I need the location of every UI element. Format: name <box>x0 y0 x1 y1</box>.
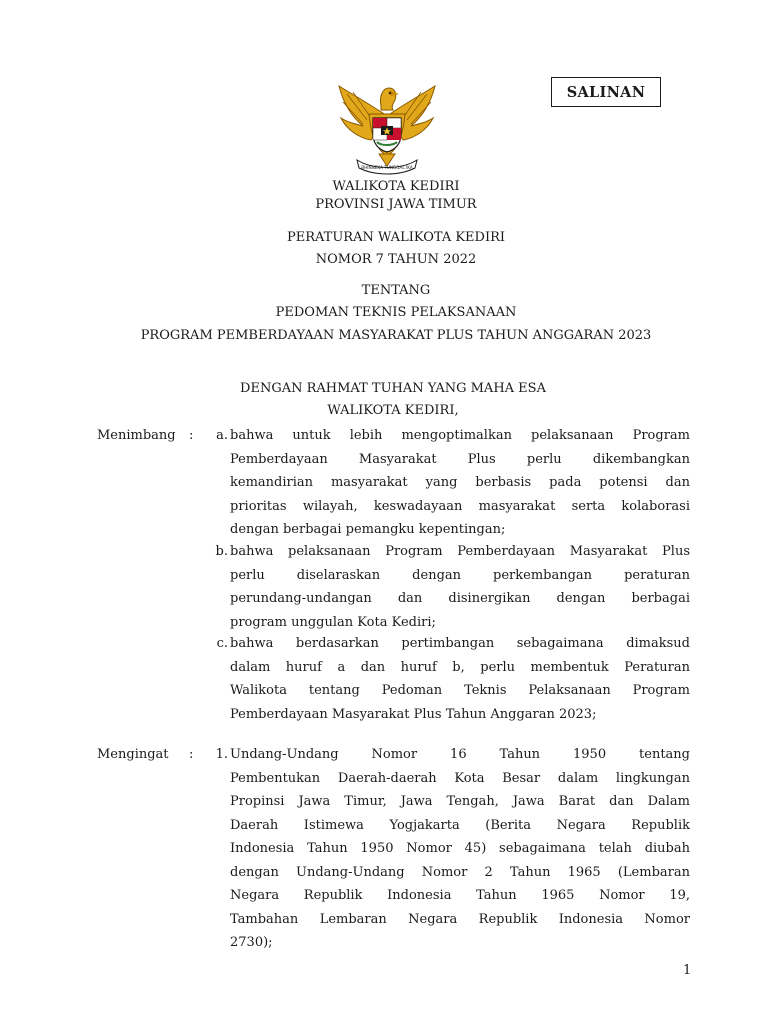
issuer-title: WALIKOTA KEDIRI <box>332 179 460 194</box>
item-marker: 1. <box>215 747 228 762</box>
page-number: 1 <box>683 963 692 978</box>
regulation-number: NOMOR 7 TAHUN 2022 <box>315 252 477 267</box>
tentang-heading: TENTANG <box>361 283 431 298</box>
menimbang-colon: : <box>189 428 194 443</box>
mengingat-label: Mengingat <box>97 747 169 762</box>
text-line: Daerah Istimewa Yogjakarta (Berita Negara Republik <box>230 817 690 833</box>
text-line: prioritas wilayah, keswadayaan masyarakat serta kolaborasi <box>230 498 690 514</box>
text-line: Tambahan Lembaran Negara Republik Indonesia Nomor <box>230 911 690 927</box>
regulation-title-line-1: PEDOMAN TEKNIS PELAKSANAAN <box>275 305 517 320</box>
text-line: perlu diselaraskan dengan perkembangan peraturan <box>230 567 690 583</box>
emblem-motto: BHINNEKA TUNGGAL IKA <box>361 165 413 170</box>
text-line: Propinsi Jawa Timur, Jawa Tengah, Jawa Barat dan Dalam <box>230 794 690 809</box>
garuda-emblem-icon <box>333 76 441 176</box>
regulation-title-line-2: PROGRAM PEMBERDAYAAN MASYARAKAT PLUS TAHUN ANGGARAN 2023 <box>140 328 652 343</box>
preamble-line-1: DENGAN RAHMAT TUHAN YANG MAHA ESA <box>240 381 546 396</box>
menimbang-label: Menimbang <box>97 428 176 443</box>
mengingat-colon: : <box>189 747 194 762</box>
text-line: bahwa untuk lebih mengoptimalkan pelaksanaan Program <box>230 428 690 443</box>
text-line: Undang-Undang Nomor 16 Tahun 1950 tentang <box>230 747 690 762</box>
item-text <box>230 540 690 634</box>
text-line: dengan Undang-Undang Nomor 2 Tahun 1965 (Lembaran <box>230 864 690 880</box>
text-line: Pemberdayaan Masyarakat Plus perlu dikembangkan <box>230 451 690 467</box>
item-text <box>230 632 690 726</box>
item-marker: c. <box>216 636 228 651</box>
issuer-province: PROVINSI JAWA TIMUR <box>315 197 477 212</box>
text-line: Walikota tentang Pedoman Teknis Pelaksanaan Program <box>230 683 690 698</box>
item-marker: b. <box>215 544 228 559</box>
text-line: Pemberdayaan Masyarakat Plus Tahun Anggaran 2023; <box>230 706 597 722</box>
preamble-line-2: WALIKOTA KEDIRI, <box>327 403 459 418</box>
text-line: Negara Republik Indonesia Tahun 1965 Nomor 19, <box>230 888 690 903</box>
text-line: bahwa pelaksanaan Program Pemberdayaan Masyarakat Plus <box>230 544 690 559</box>
item-text <box>230 424 690 542</box>
text-line: dalam huruf a dan huruf b, perlu membentuk Peraturan <box>230 659 690 675</box>
item-marker: a. <box>216 428 228 443</box>
text-line: 2730); <box>230 935 273 950</box>
text-line: dengan berbagai pemangku kepentingan; <box>230 522 506 537</box>
text-line: Indonesia Tahun 1950 Nomor 45) sebagaimana telah diubah <box>230 841 690 856</box>
salinan-stamp <box>551 77 661 107</box>
text-line: perundang-undangan dan disinergikan dengan berbagai <box>230 591 690 606</box>
salinan-label: SALINAN <box>566 83 646 101</box>
text-line: kemandirian masyarakat yang berbasis pada potensi dan <box>230 475 690 490</box>
regulation-type: PERATURAN WALIKOTA KEDIRI <box>286 230 506 245</box>
item-text <box>230 743 690 955</box>
text-line: program unggulan Kota Kediri; <box>230 614 436 630</box>
text-line: bahwa berdasarkan pertimbangan sebagaimana dimaksud <box>230 636 690 651</box>
text-line: Pembentukan Daerah-daerah Kota Besar dalam lingkungan <box>230 770 690 786</box>
